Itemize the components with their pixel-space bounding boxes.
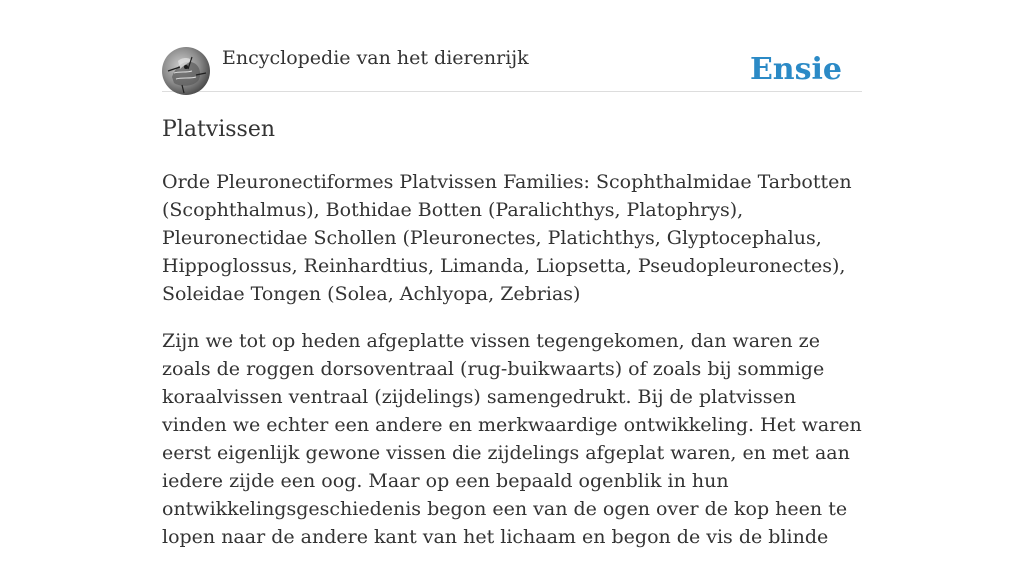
animal-engraving-icon [162, 47, 210, 95]
brand-logo[interactable]: Ensie [749, 52, 842, 87]
site-title[interactable]: Encyclopedie van het dierenrijk [222, 47, 529, 69]
article-paragraph: Zijn we tot op heden afgeplatte vissen tegengekomen, dan waren ze zoals de roggen dorsoventraal (rug-buikwaarts) of zoals bij sommige koraalvissen ventraal (zijdelings) samengedrukt. Bij de platvissen vinden we echter een andere en merkwaardige ontwikkeling. Het waren eerst eigenlijk gewone vissen die zijdelings afgeplat waren, en met aan iedere zijde een oog. Maar op een bepaald ogenblik in hun ontwikkelingsgeschiedenis begon een van de ogen over de kop heen te lopen naar de andere kant van het lichaam en begon de vis de blinde [162, 330, 862, 548]
article-body [162, 168, 862, 570]
avatar[interactable] [162, 47, 210, 95]
article-paragraph: Orde Pleuronectiformes Platvissen Families: Scophthalmidae Tarbotten (Scophthalmus), Bothidae Botten (Paralichthys, Platophrys), Pleuronectidae Schollen (Pleuronectes, Platichthys, Glyptocephalus, Hippoglossus, Reinhardtius, Limanda, Liopsetta, Pseudopleuronectes), Soleidae Tongen (Solea, Achlyopa, Zebrias) [162, 171, 852, 305]
page-title: Platvissen [162, 117, 276, 142]
site-header [162, 0, 862, 92]
page [162, 0, 862, 548]
